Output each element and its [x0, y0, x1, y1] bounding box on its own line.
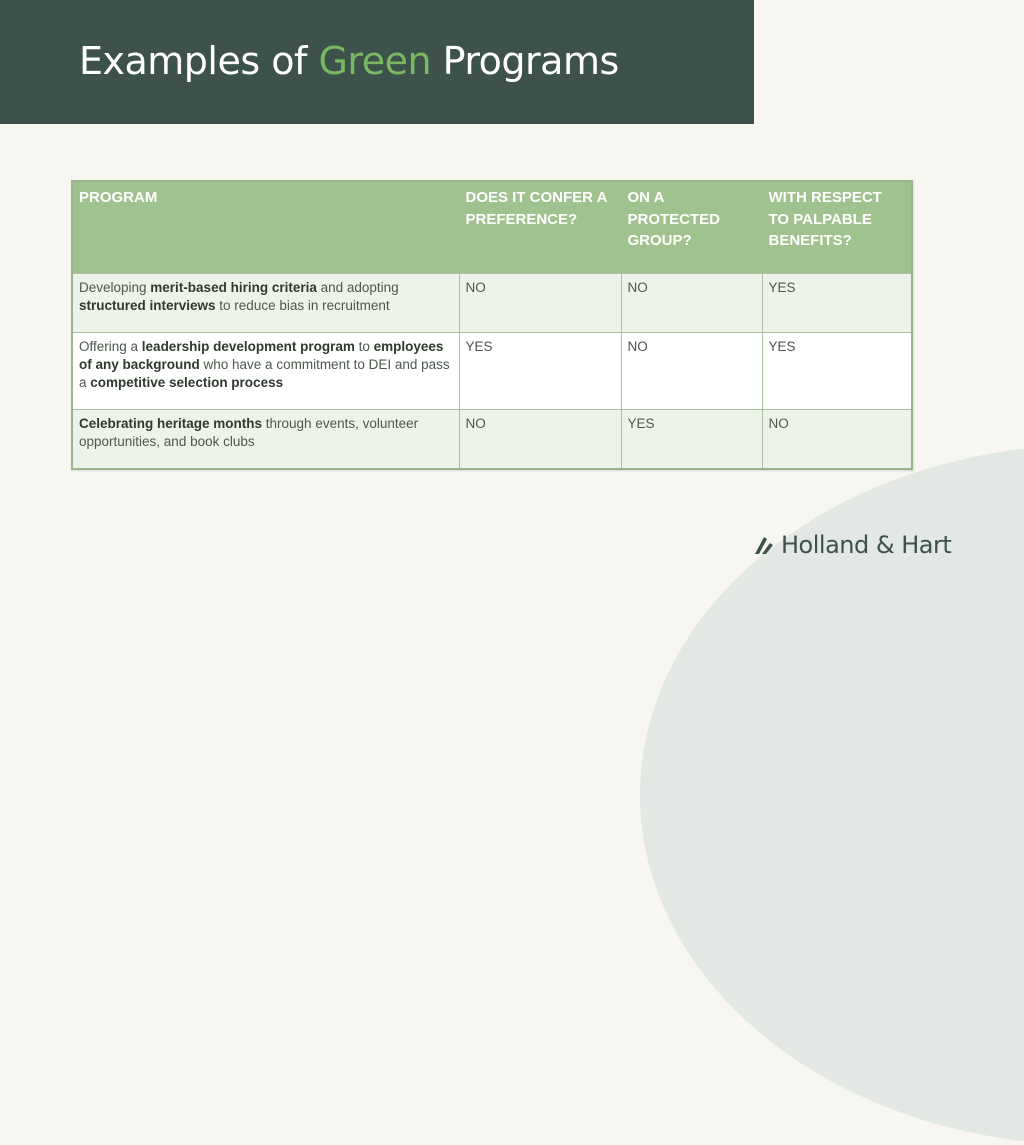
preference-cell: YES	[459, 333, 621, 410]
title-suffix: Programs	[442, 39, 619, 83]
program-cell	[72, 333, 459, 410]
program-text-bold: merit-based hiring criteria	[150, 280, 317, 295]
palpable-cell: YES	[762, 333, 912, 410]
header-protected-group: ON A PROTECTED GROUP?	[621, 181, 762, 274]
title-accent-word: Green	[318, 39, 432, 83]
program-cell	[72, 274, 459, 333]
program-text: through events, volunteer opportunities, and book clubs	[79, 416, 419, 449]
holland-hart-logo	[753, 528, 951, 562]
program-text: Developing	[79, 280, 151, 295]
table-row	[72, 410, 912, 470]
table-row	[72, 333, 912, 410]
slide-title	[79, 36, 619, 86]
program-text-bold: Celebrating heritage months	[79, 416, 263, 431]
palpable-cell: NO	[762, 410, 912, 470]
program-text: who have a commitment to DEI and pass a	[79, 357, 450, 390]
title-prefix: Examples of	[79, 39, 307, 83]
program-text: to	[354, 339, 374, 354]
table-row	[72, 274, 912, 333]
protected-cell: NO	[621, 274, 762, 333]
program-text-bold: structured interviews	[79, 298, 216, 313]
preference-cell: NO	[459, 274, 621, 333]
program-text-bold: employees of any background	[79, 339, 444, 372]
logo-text: Holland & Hart	[781, 531, 952, 559]
holland-hart-mark-icon	[753, 534, 775, 556]
protected-cell: NO	[621, 333, 762, 410]
protected-cell: YES	[621, 410, 762, 470]
program-text-bold: leadership development program	[141, 339, 355, 354]
title-bar	[0, 0, 754, 124]
program-cell	[72, 410, 459, 470]
header-preference: DOES IT CONFER A PREFERENCE?	[459, 181, 621, 274]
programs-table	[71, 180, 913, 470]
program-text: and adopting	[316, 280, 399, 295]
table-header-row	[72, 181, 912, 274]
preference-cell: NO	[459, 410, 621, 470]
header-palpable-benefits: WITH RESPECT TO PALPABLE BENEFITS?	[762, 181, 912, 274]
program-text: Offering a	[79, 339, 142, 354]
program-text-bold: competitive selection process	[90, 375, 284, 390]
program-text: to reduce bias in recruitment	[215, 298, 390, 313]
header-program: PROGRAM	[72, 181, 459, 274]
palpable-cell: YES	[762, 274, 912, 333]
